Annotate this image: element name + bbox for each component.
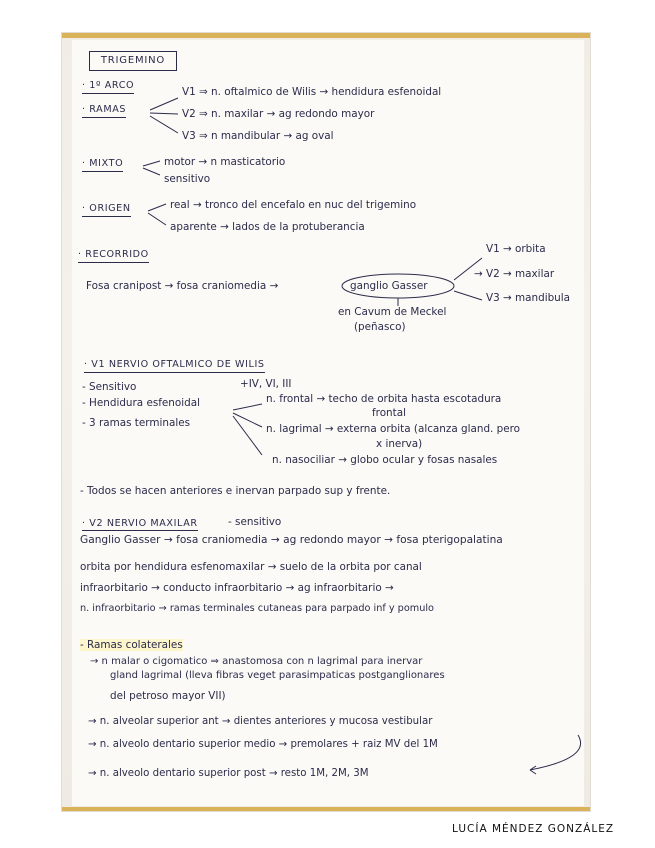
alveolar-ant-line: → n. alveolar superior ant → dientes anteriores y mucosa vestibular [88, 716, 433, 727]
real-line: real → tronco del encefalo en nuc del trigemino [170, 199, 417, 211]
colaterales-text: - Ramas colaterales [80, 639, 183, 651]
v1-nasociliar: n. nasociliar → globo ocular y fosas nasales [272, 454, 498, 466]
v1-nerves: +IV, VI, III [240, 378, 292, 390]
page-title: TRIGEMINO [89, 51, 177, 71]
v1-lagrimal: n. lagrimal → externa orbita (alcanza gland. pero [266, 423, 521, 435]
recorrido-v1: V1 → orbita [486, 243, 546, 255]
v2-line-4: n. infraorbitario → ramas terminales cutaneas para parpado inf y pomulo [80, 603, 434, 614]
v2-sensitivo: - sensitivo [228, 516, 282, 528]
v1-frontal: n. frontal → techo de orbita hasta escotadura [266, 393, 502, 405]
alveolar-post-line: → n. alveolo dentario superior post → resto 1M, 2M, 3M [88, 768, 369, 779]
v2-line: V2 ⇒ n. maxilar → ag redondo mayor [182, 108, 375, 120]
alveolar-medio-line: → n. alveolo dentario superior medio → premolares + raiz MV del 1M [88, 739, 438, 750]
meckel-line: en Cavum de Meckel [338, 306, 447, 318]
author-signature: LUCÍA MÉNDEZ GONZÁLEZ [452, 823, 615, 835]
v1-lagrimal-cont: x inerva) [376, 438, 423, 450]
colaterales-line-2: gland lagrimal (lleva fibras veget parasimpaticas postganglionares [110, 670, 445, 681]
v1-ramas: - 3 ramas terminales [82, 417, 191, 429]
aparente-line: aparente → lados de la protuberancia [170, 221, 365, 233]
v1-hendidura: - Hendidura esfenoidal [82, 397, 200, 409]
mixto-label: · MIXTO [82, 158, 123, 172]
v2-line-2: orbita por hendidura esfenomaxilar → suelo de la orbita por canal [80, 561, 422, 573]
gasser-label: ganglio Gasser [350, 280, 428, 292]
colaterales-line-1: → n malar o cigomatico ⇒ anastomosa con n lagrimal para inervar [90, 656, 423, 667]
recorrido-v2: → V2 → maxilar [474, 268, 555, 280]
v2-heading [82, 518, 198, 530]
v2-line-3: infraorbitario → conducto infraorbitario → ag infraorbitario → [80, 582, 394, 594]
v1-heading: · V1 NERVIO OFTALMICO DE WILIS [84, 359, 265, 373]
v2-line-1: Ganglio Gasser → fosa craniomedia → ag redondo mayor → fosa pterigopalatina [80, 534, 503, 546]
v1-sensitivo: - Sensitivo [82, 381, 137, 393]
fosa-line: Fosa cranipost → fosa craniomedia → [86, 280, 279, 292]
ramas-label: · RAMAS [82, 104, 126, 118]
recorrido-v3: V3 → mandibula [486, 292, 571, 304]
arco-label: · 1º ARCO [82, 80, 134, 94]
v1-frontal-cont: frontal [372, 407, 406, 419]
v3-line: V3 ⇒ n mandibular → ag oval [182, 130, 334, 142]
penasco-line: (peñasco) [354, 321, 406, 333]
sensitivo-line: sensitivo [164, 173, 211, 185]
motor-line: motor → n masticatorio [164, 156, 286, 168]
v1-line: V1 ⇒ n. oftalmico de Wilis → hendidura esfenoidal [182, 86, 442, 98]
colaterales-heading [80, 639, 183, 651]
v2-heading-text: · V2 NERVIO MAXILAR [82, 518, 198, 529]
origen-label: · ORIGEN [82, 203, 131, 217]
recorrido-label: · RECORRIDO [78, 249, 149, 263]
colaterales-line-3: del petroso mayor VII) [110, 690, 226, 702]
v1-todos: - Todos se hacen anteriores e inervan parpado sup y frente. [80, 485, 391, 497]
